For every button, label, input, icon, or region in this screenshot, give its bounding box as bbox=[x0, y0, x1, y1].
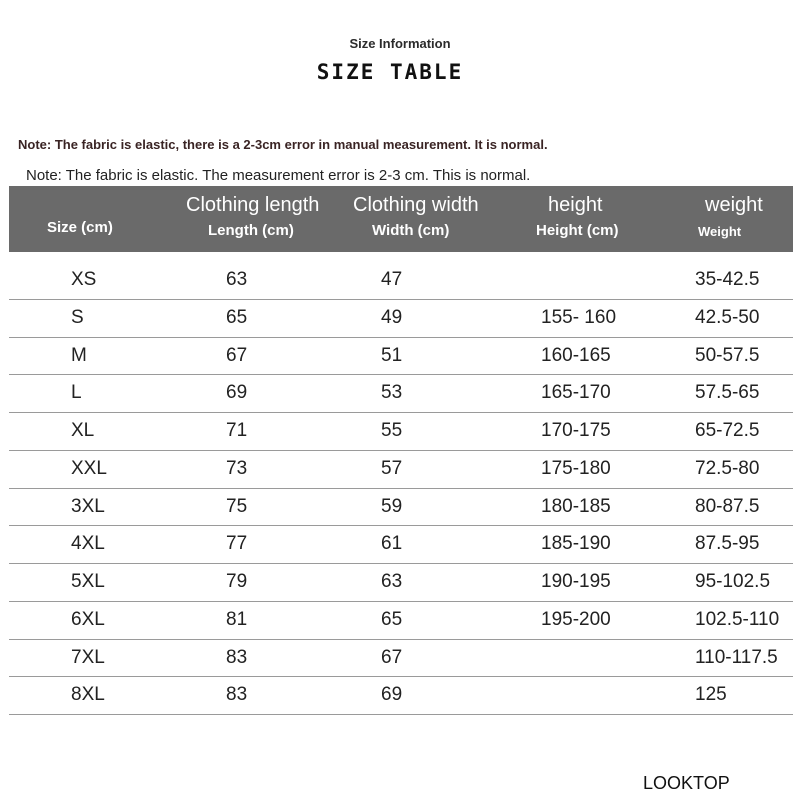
table-row bbox=[9, 338, 793, 376]
length-cell: 83 bbox=[226, 646, 248, 668]
header-weight-label: Weight bbox=[698, 224, 742, 239]
size-cell: M bbox=[71, 344, 87, 366]
length-cell: 77 bbox=[226, 533, 248, 555]
length-cell: 63 bbox=[226, 269, 248, 290]
width-cell: 61 bbox=[381, 533, 403, 555]
size-table-body bbox=[9, 262, 793, 715]
length-cell: 83 bbox=[226, 684, 248, 706]
brand-label: LOOKTOP bbox=[643, 773, 730, 793]
height-cell: 165-170 bbox=[541, 382, 611, 404]
table-row bbox=[9, 375, 793, 413]
table-row bbox=[9, 564, 793, 602]
table-row bbox=[9, 300, 793, 338]
size-cell: L bbox=[71, 382, 82, 404]
page-title: SIZE TABLE bbox=[316, 60, 464, 84]
height-cell: 170-175 bbox=[541, 420, 611, 441]
table-row bbox=[9, 602, 793, 640]
width-cell: 49 bbox=[381, 306, 403, 328]
weight-cell: 35-42.5 bbox=[695, 269, 760, 290]
table-row bbox=[9, 489, 793, 527]
weight-cell: 95-102.5 bbox=[695, 571, 771, 592]
width-cell: 67 bbox=[381, 646, 403, 668]
header-length-title: Clothing length bbox=[186, 194, 320, 216]
weight-cell: 87.5-95 bbox=[695, 533, 760, 555]
length-cell: 81 bbox=[226, 608, 248, 630]
width-cell: 65 bbox=[381, 608, 403, 630]
height-cell: 185-190 bbox=[541, 533, 611, 555]
header-height-title: height bbox=[548, 194, 603, 216]
weight-cell: 42.5-50 bbox=[695, 306, 760, 328]
size-cell: XL bbox=[71, 420, 95, 441]
width-cell: 59 bbox=[381, 495, 403, 517]
height-cell: 175-180 bbox=[541, 457, 611, 479]
note-regular: Note: The fabric is elastic. The measurement error is 2-3 cm. This is normal. bbox=[26, 167, 531, 184]
length-cell: 69 bbox=[226, 382, 248, 404]
weight-cell: 80-87.5 bbox=[695, 495, 760, 517]
length-cell: 67 bbox=[226, 344, 248, 366]
header-size-label: Size (cm) bbox=[47, 219, 113, 236]
size-cell: 5XL bbox=[71, 571, 105, 592]
width-cell: 55 bbox=[381, 420, 403, 441]
weight-cell: 125 bbox=[695, 684, 727, 706]
weight-cell: 65-72.5 bbox=[695, 420, 760, 441]
width-cell: 51 bbox=[381, 344, 403, 366]
size-cell: XXL bbox=[71, 457, 107, 479]
header-weight-title: weight bbox=[705, 194, 763, 216]
width-cell: 53 bbox=[381, 382, 403, 404]
weight-cell: 72.5-80 bbox=[695, 457, 760, 479]
weight-cell: 102.5-110 bbox=[695, 608, 780, 630]
height-cell: 155- 160 bbox=[541, 306, 617, 328]
weight-cell: 50-57.5 bbox=[695, 344, 760, 366]
page-subtitle: Size Information bbox=[349, 36, 451, 51]
height-cell: 195-200 bbox=[541, 608, 611, 630]
table-row bbox=[9, 677, 793, 715]
length-cell: 79 bbox=[226, 571, 248, 592]
table-row bbox=[9, 640, 793, 678]
header-width-label: Width (cm) bbox=[372, 222, 450, 239]
table-row bbox=[9, 262, 793, 300]
size-cell: XS bbox=[71, 269, 97, 290]
table-row bbox=[9, 526, 793, 564]
size-cell: 7XL bbox=[71, 646, 105, 668]
length-cell: 65 bbox=[226, 306, 248, 328]
header-length-label: Length (cm) bbox=[208, 222, 294, 239]
length-cell: 71 bbox=[226, 420, 248, 441]
height-cell: 180-185 bbox=[541, 495, 611, 517]
table-row bbox=[9, 413, 793, 451]
height-cell: 160-165 bbox=[541, 344, 611, 366]
note-bold: Note: The fabric is elastic, there is a 2-3cm error in manual measurement. It is normal. bbox=[18, 137, 548, 152]
weight-cell: 110-117.5 bbox=[695, 646, 778, 668]
table-header bbox=[9, 186, 793, 252]
size-cell: 8XL bbox=[71, 684, 105, 706]
header-width-title: Clothing width bbox=[353, 194, 479, 216]
length-cell: 73 bbox=[226, 457, 248, 479]
size-cell: S bbox=[71, 306, 84, 328]
width-cell: 47 bbox=[381, 269, 403, 290]
size-cell: 6XL bbox=[71, 608, 105, 630]
width-cell: 57 bbox=[381, 457, 403, 479]
width-cell: 69 bbox=[381, 684, 403, 706]
size-cell: 4XL bbox=[71, 533, 105, 555]
header-height-label: Height (cm) bbox=[536, 222, 619, 239]
width-cell: 63 bbox=[381, 571, 403, 592]
weight-cell: 57.5-65 bbox=[695, 382, 760, 404]
length-cell: 75 bbox=[226, 495, 248, 517]
size-cell: 3XL bbox=[71, 495, 105, 517]
height-cell: 190-195 bbox=[541, 571, 611, 592]
table-row bbox=[9, 451, 793, 489]
